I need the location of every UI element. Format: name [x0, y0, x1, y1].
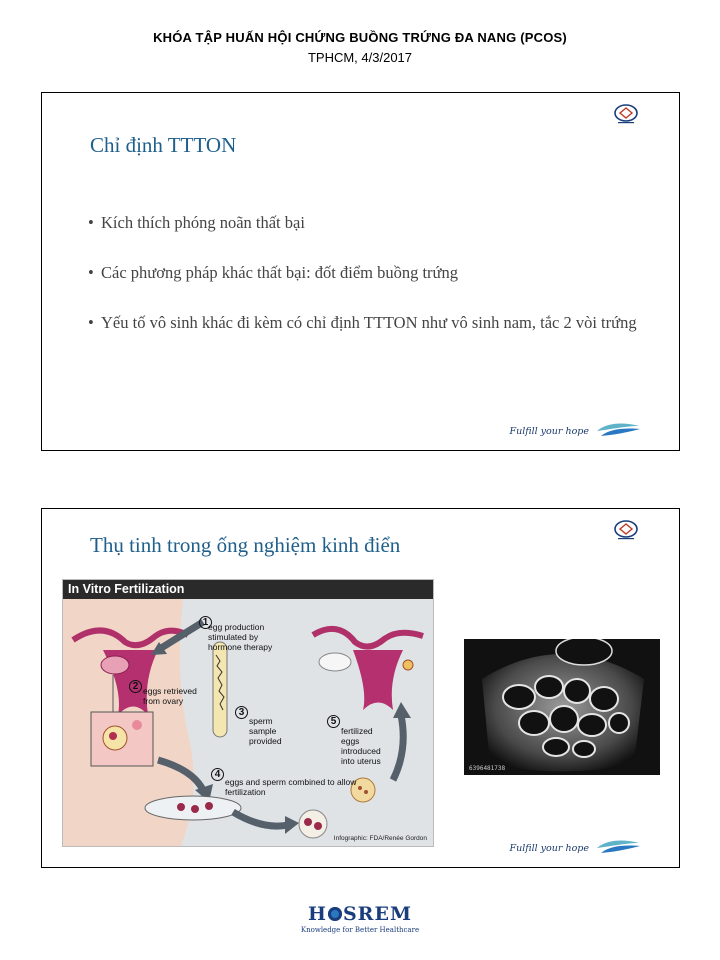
step-number: 2 [129, 680, 142, 693]
slide-1-title: Chỉ định TTTON [90, 133, 237, 157]
step-number: 5 [327, 715, 340, 728]
ivf-diagram-graphic [63, 580, 433, 846]
slide-1-bullet-list [88, 206, 648, 356]
slide-1 [41, 92, 680, 451]
hosrem-logo [0, 903, 720, 934]
step-1-label: egg production stimulated by hormone therapy [208, 622, 273, 652]
hosrem-emblem-icon [613, 103, 639, 125]
step-5-label: fertilized eggs introduced into uterus [341, 726, 381, 766]
bullet-item: • Các phương pháp khác thất bại: đốt điểm buồng trứng [88, 263, 458, 282]
ivf-figure-title: In Vitro Fertilization [63, 580, 433, 599]
step-number: 3 [235, 706, 248, 719]
hosrem-tagline: Knowledge for Better Healthcare [300, 926, 420, 934]
step-number: 1 [199, 616, 212, 629]
bullet-item: • Kích thích phóng noãn thất bại [88, 213, 305, 232]
step-3-label: sperm sample provided [249, 716, 282, 746]
slide-2 [41, 508, 680, 868]
hosrem-emblem-icon [613, 519, 639, 541]
fulfill-tagline: Fulfill your hope [509, 843, 589, 854]
document-header-title: KHÓA TẬP HUẤN HỘI CHỨNG BUỒNG TRỨNG ĐA NANG (PCOS) [153, 30, 567, 45]
step-4-label: eggs and sperm combined to allow fertilization [225, 777, 357, 797]
wave-logo-icon [595, 837, 641, 855]
wave-logo-icon [595, 420, 641, 438]
step-2-label: eggs retrieved from ovary [143, 686, 197, 706]
figure-credit: Infographic: FDA/Renée Gordon [333, 835, 427, 842]
bullet-item: • Yếu tố vô sinh khác đi kèm có chỉ định TTTON như vô sinh nam, tắc 2 vòi trứng [88, 313, 637, 332]
step-number: 4 [211, 768, 224, 781]
ultrasound-id-label: 6396481738 [469, 765, 506, 772]
globe-icon [328, 907, 342, 921]
hosrem-brand-name: H SREM [308, 903, 412, 925]
fulfill-tagline: Fulfill your hope [509, 426, 589, 437]
document-header-subtitle: TPHCM, 4/3/2017 [307, 50, 413, 65]
slide-2-title: Thụ tinh trong ống nghiệm kinh điển [90, 533, 401, 557]
ultrasound-image [464, 639, 660, 775]
ultrasound-graphic [464, 639, 660, 775]
ivf-illustration [62, 579, 434, 847]
